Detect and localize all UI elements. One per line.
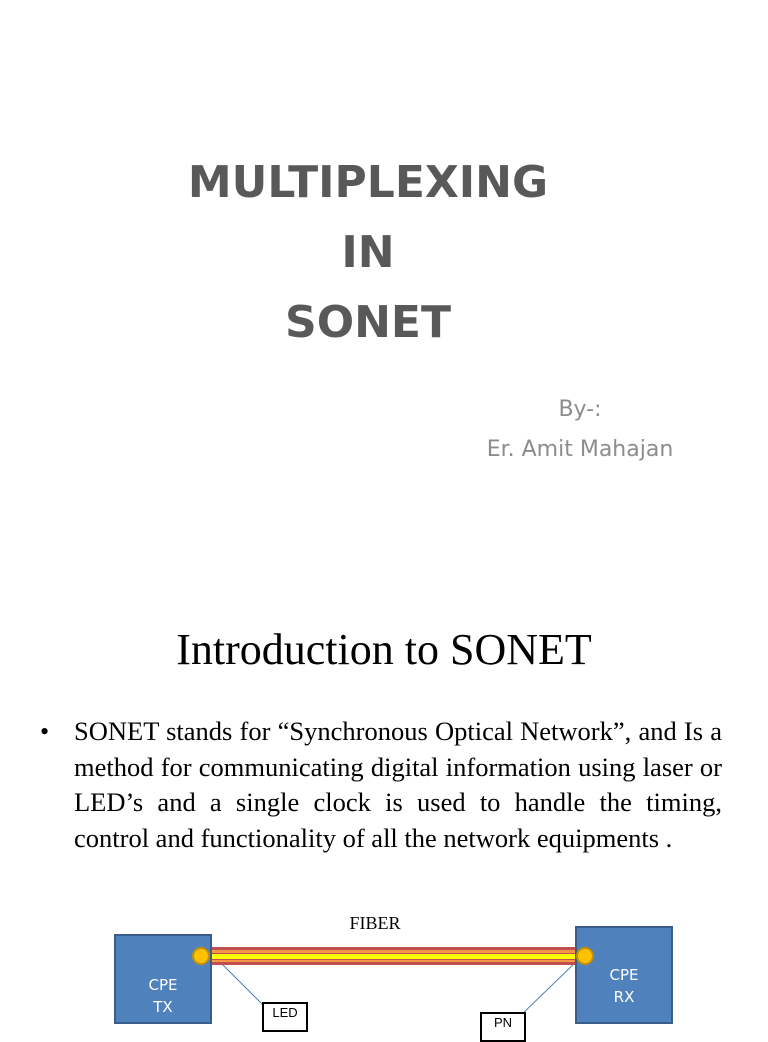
fiber-label: FIBER: [349, 913, 401, 933]
title-line-2: IN: [341, 227, 395, 278]
bullet-dot-icon: •: [40, 717, 50, 746]
title-line-1: MULTIPLEXING: [187, 157, 549, 208]
intro-title: Introduction to SONET: [176, 625, 592, 674]
title-line-3: SONET: [285, 297, 451, 348]
cpe-rx-box: [575, 926, 673, 1024]
sonet-diagram: [0, 908, 768, 1030]
by-label: By-:: [558, 397, 602, 422]
byline: [460, 390, 700, 470]
bullet-item: [40, 714, 722, 856]
rx-line-2: RX: [613, 988, 635, 1006]
tx-line-1: CPE: [148, 976, 178, 994]
led-box: LED: [262, 1002, 308, 1032]
rx-line-1: CPE: [609, 966, 639, 984]
fiber-node-right: [576, 947, 594, 965]
author-name: Er. Amit Mahajan: [486, 437, 674, 462]
tx-line-2: TX: [153, 998, 173, 1016]
fiber-node-left: [192, 947, 210, 965]
bullet-text: SONET stands for “Synchronous Optical Network”, and Is a method for communicating digital information using laser or LED’s and a single clock is used to handle the timing, control and functionality of all the network equipments .: [74, 716, 722, 853]
intro-slide: [0, 590, 768, 1030]
fiber-cable: [204, 947, 586, 965]
slide-title: [0, 148, 736, 358]
photodetector-box: PN: [480, 1012, 526, 1042]
pd-to-rx-line: [518, 960, 578, 1018]
